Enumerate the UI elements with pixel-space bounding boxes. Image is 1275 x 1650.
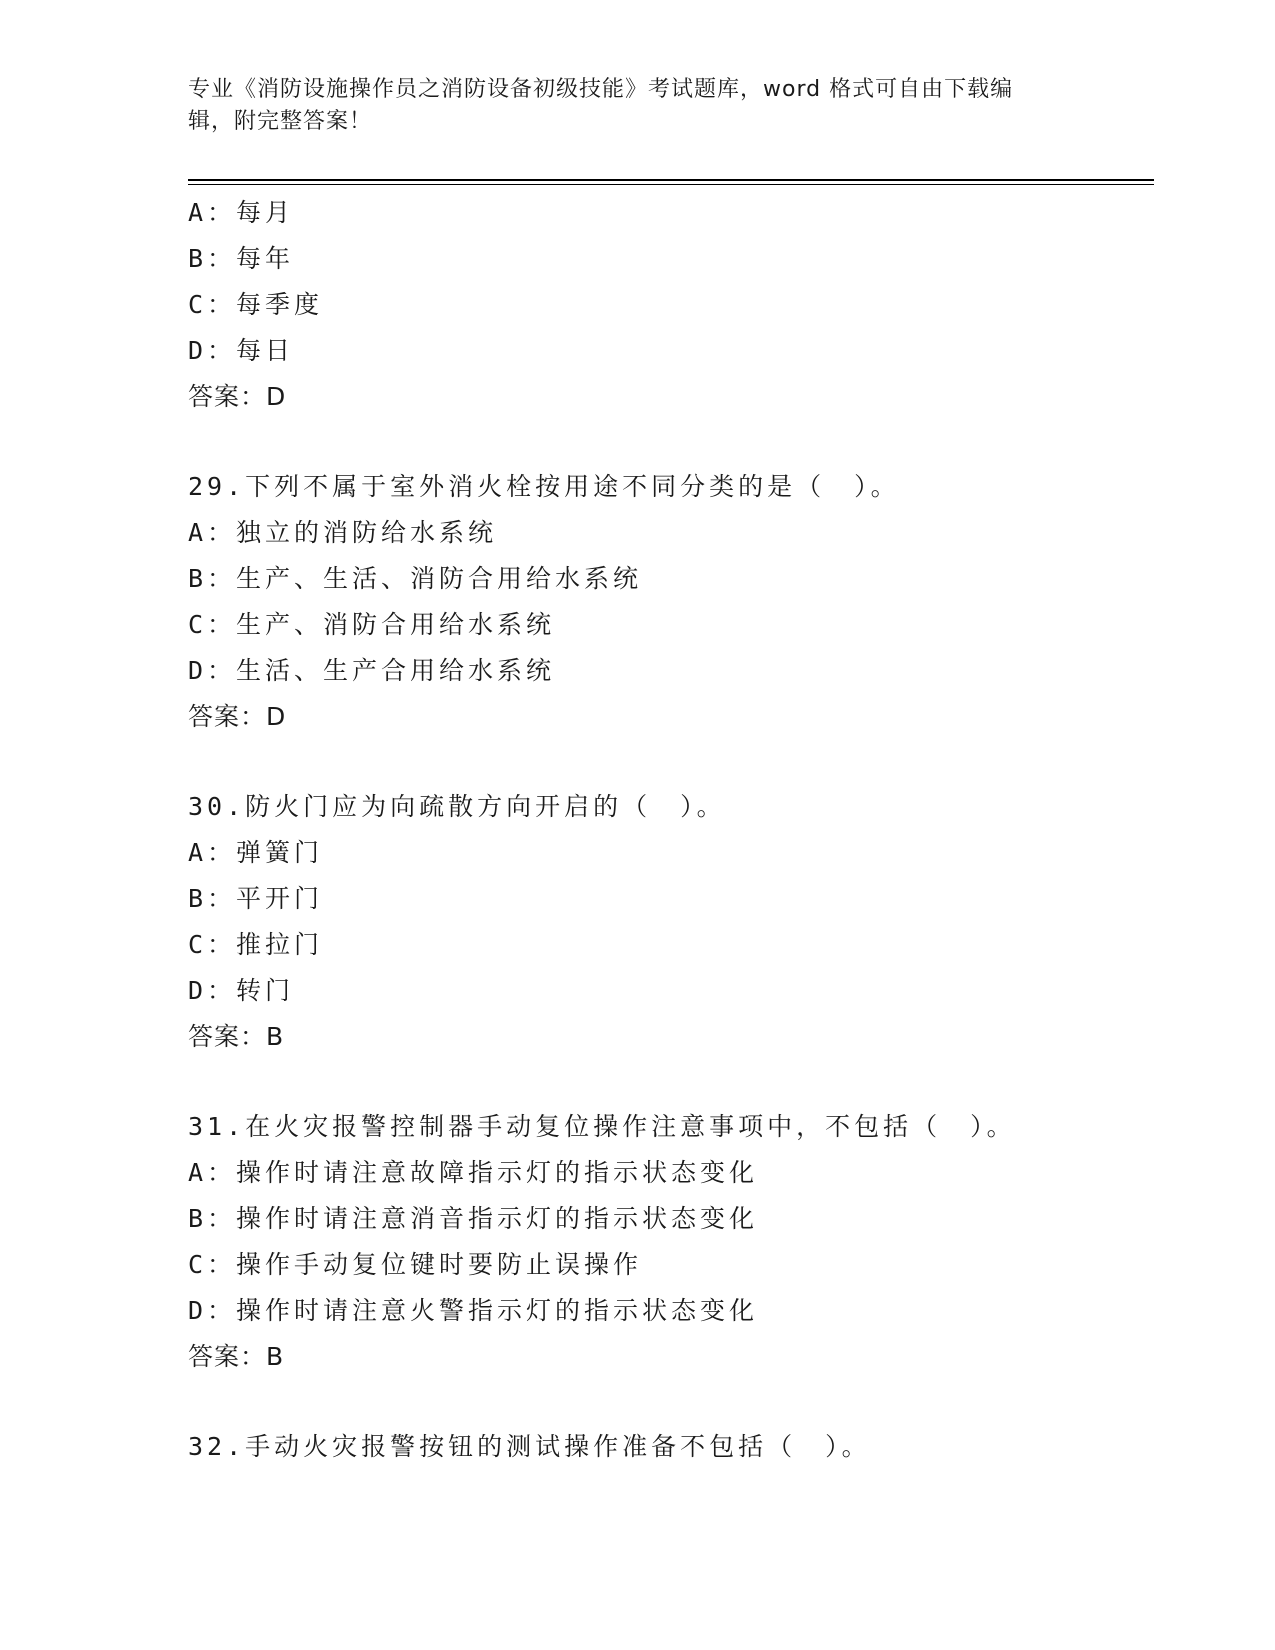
option-a: A：弹簧门 [188, 838, 324, 867]
header-line-2: 辑，附完整答案！ [188, 109, 373, 134]
option-a: A：操作时请注意故障指示灯的指示状态变化 [188, 1158, 759, 1187]
option-c: C：每季度 [188, 290, 324, 319]
option-d: D：操作时请注意火警指示灯的指示状态变化 [188, 1296, 759, 1325]
question-stem: 32.手动火灾报警按钮的测试操作准备不包括（ ）。 [188, 1432, 871, 1461]
question-28-continuation [188, 190, 1154, 420]
header-line-1: 专业《消防设施操作员之消防设备初级技能》考试题库，word 格式可自由下载编 [188, 77, 1014, 102]
option-c: C：操作手动复位键时要防止误操作 [188, 1250, 643, 1279]
question-list [188, 190, 1154, 1470]
question-stem: 29.下列不属于室外消火栓按用途不同分类的是（ ）。 [188, 472, 900, 501]
header-divider-thin [188, 184, 1154, 185]
header-divider-thick [188, 179, 1154, 181]
option-b: B：平开门 [188, 884, 324, 913]
option-a: A：独立的消防给水系统 [188, 518, 498, 547]
option-c: C：推拉门 [188, 930, 324, 959]
question-31 [188, 1104, 1154, 1380]
document-header [188, 74, 1078, 138]
option-d: D：生活、生产合用给水系统 [188, 656, 556, 685]
question-29 [188, 464, 1154, 740]
option-c: C：生产、消防合用给水系统 [188, 610, 556, 639]
option-b: B：每年 [188, 244, 295, 273]
question-30 [188, 784, 1154, 1060]
option-b: B：操作时请注意消音指示灯的指示状态变化 [188, 1204, 759, 1233]
option-b: B：生产、生活、消防合用给水系统 [188, 564, 643, 593]
option-a: A：每月 [188, 198, 295, 227]
answer-line: 答案：B [188, 1022, 285, 1051]
question-32 [188, 1424, 1154, 1470]
option-d: D：转门 [188, 976, 295, 1005]
option-d: D：每日 [188, 336, 295, 365]
answer-line: 答案：B [188, 1342, 285, 1371]
question-stem: 30.防火门应为向疏散方向开启的（ ）。 [188, 792, 726, 821]
question-stem: 31.在火灾报警控制器手动复位操作注意事项中，不包括（ ）。 [188, 1112, 1016, 1141]
answer-line: 答案：D [188, 702, 287, 731]
answer-line: 答案：D [188, 382, 287, 411]
